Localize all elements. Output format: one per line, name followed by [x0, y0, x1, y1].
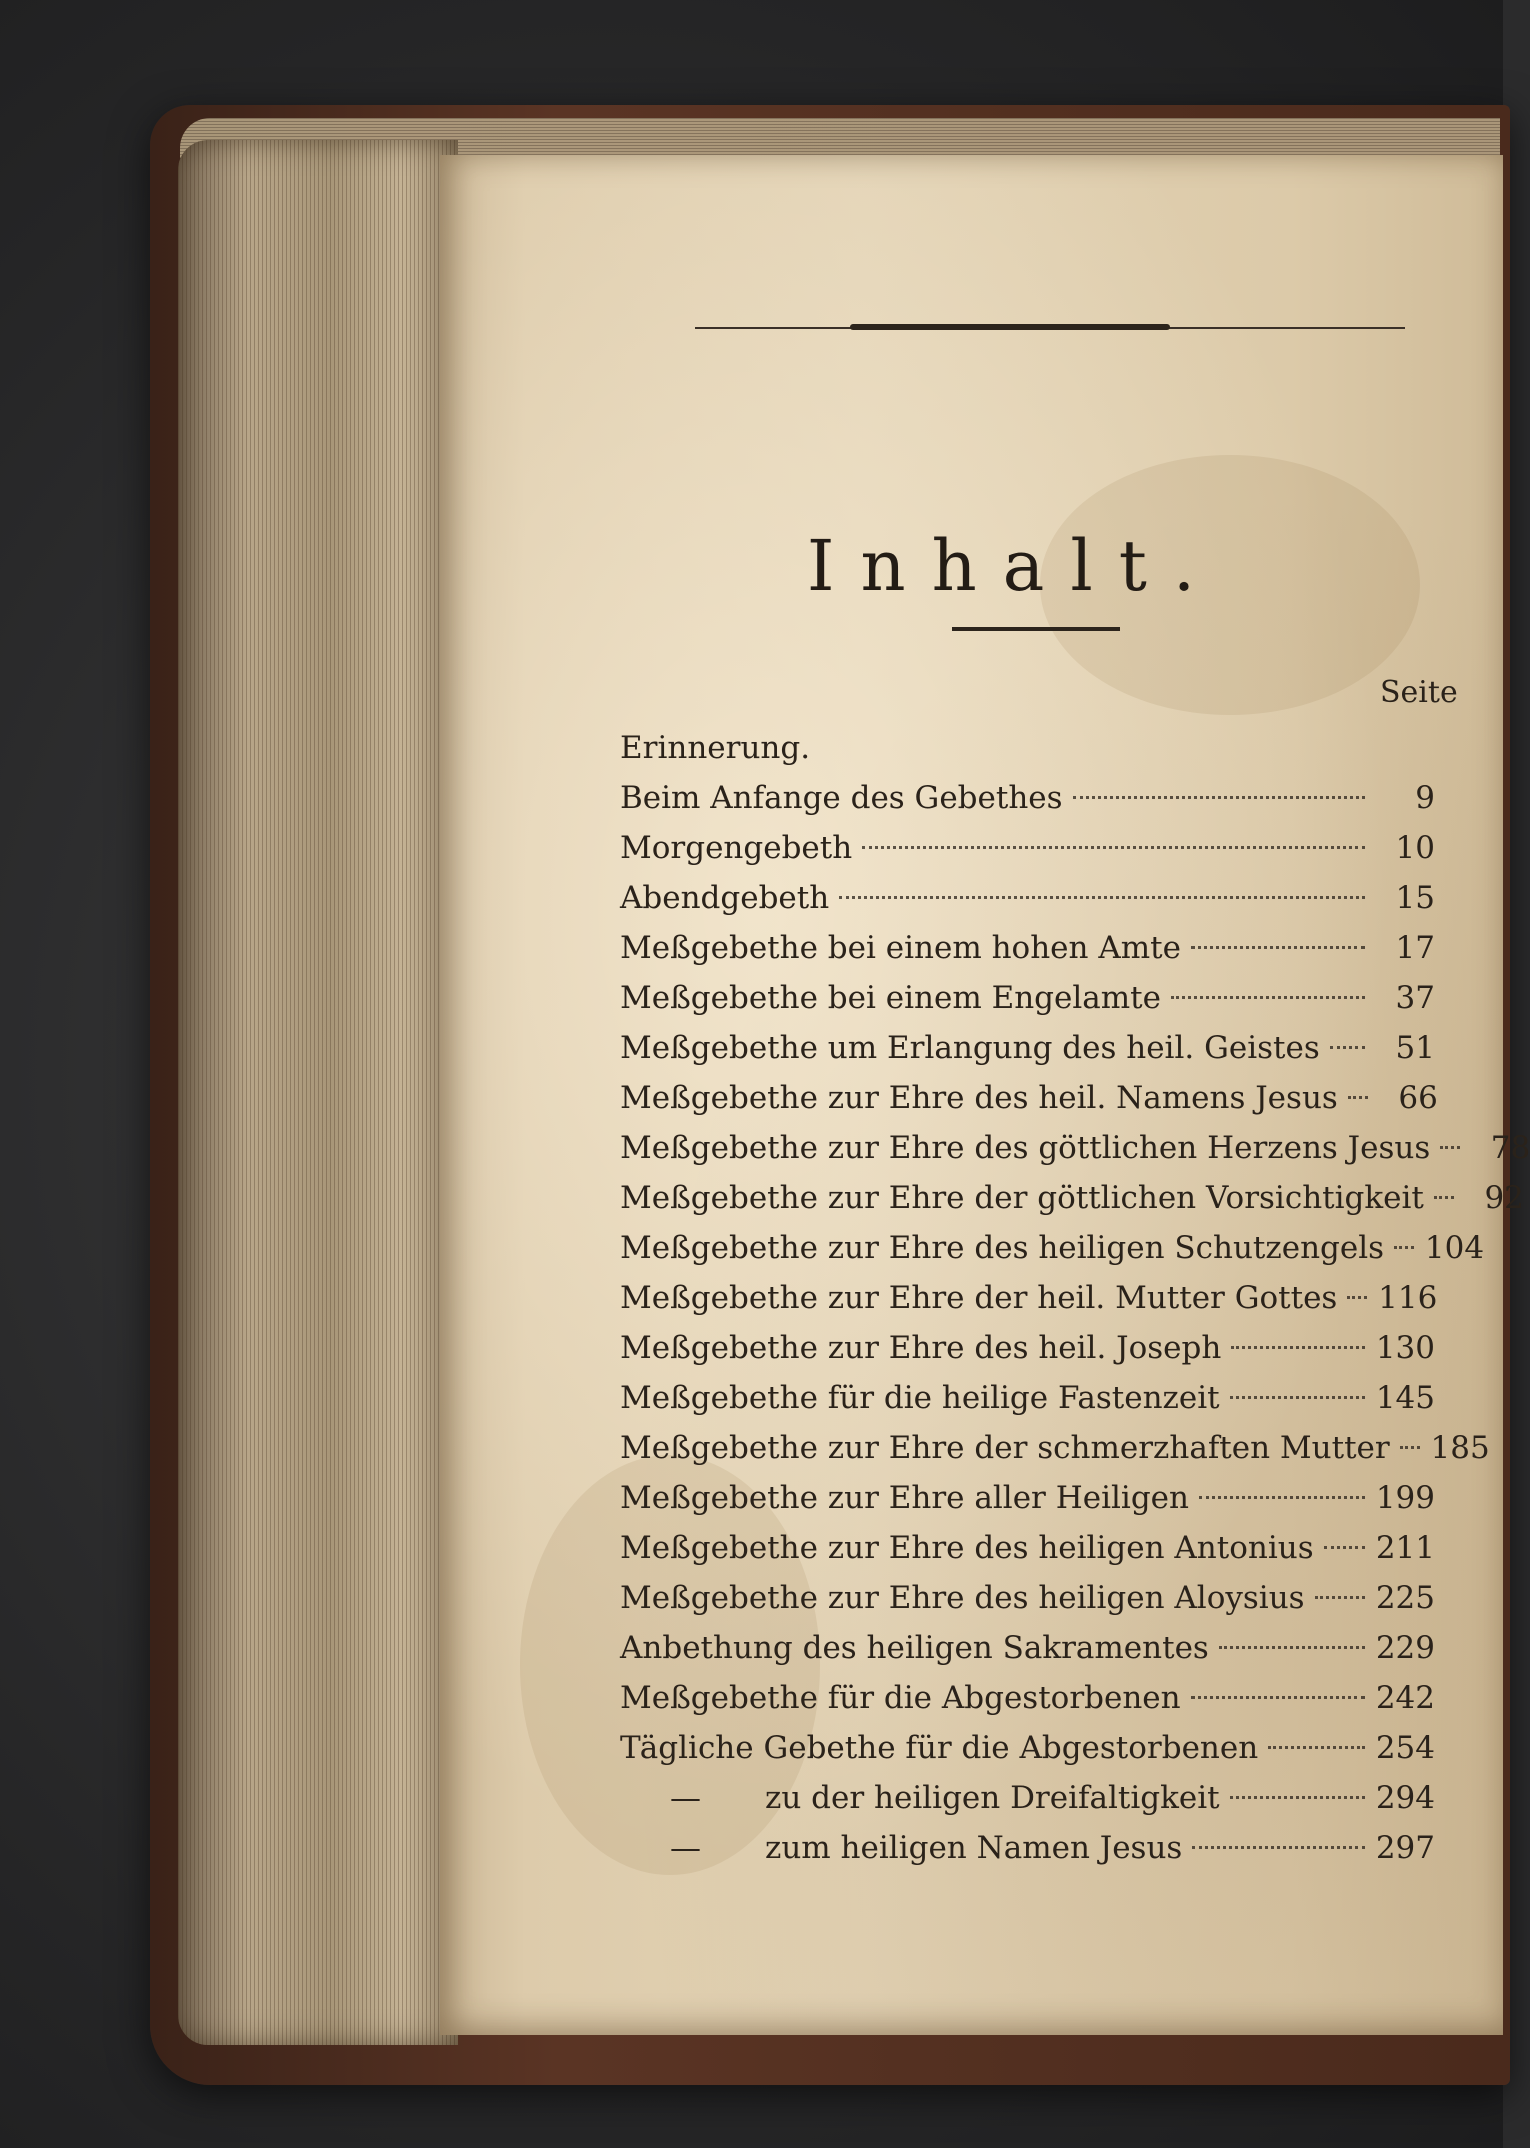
- toc-entry: [620, 873, 1435, 923]
- toc-entry-label: Meßgebethe zur Ehre der heil. Mutter Gottes: [620, 1280, 1338, 1316]
- title-rule: [952, 627, 1120, 631]
- toc-entry: [620, 1623, 1435, 1673]
- toc-entry-label: zum heiligen Namen Jesus: [765, 1830, 1183, 1866]
- toc-entry-leader: [1347, 1296, 1367, 1299]
- toc-entry-label: Meßgebethe zur Ehre des heiligen Aloysius: [620, 1580, 1305, 1616]
- toc-entry-label: Morgengebeth: [620, 830, 853, 866]
- toc-entry-leader: [1440, 1146, 1460, 1149]
- toc-entry-leader: [1268, 1746, 1365, 1749]
- toc-entry-leader: [862, 846, 1365, 849]
- toc-entry: [620, 923, 1435, 973]
- toc-entry: [620, 1023, 1435, 1073]
- toc-entry: [620, 1773, 1435, 1823]
- toc-entry-dash: —: [670, 1830, 701, 1866]
- toc-entry-leader: [1230, 1796, 1365, 1799]
- toc-entry-label: Meßgebethe bei einem Engelamte: [620, 980, 1161, 1016]
- toc-entry-page: 37: [1395, 980, 1435, 1016]
- toc-entry: [620, 973, 1435, 1023]
- toc-entry-label: Anbethung des heiligen Sakramentes: [620, 1630, 1209, 1666]
- toc-entry: [620, 1073, 1438, 1123]
- table-of-contents: [620, 723, 1530, 1873]
- toc-entry-leader: [1434, 1196, 1454, 1199]
- toc-entry-page: 199: [1375, 1480, 1435, 1516]
- toc-entry: [620, 1723, 1435, 1773]
- toc-entry-label: Meßgebethe zur Ehre des heiligen Schutzengels: [620, 1230, 1385, 1266]
- toc-entry: [620, 1573, 1435, 1623]
- toc-entry-page: 145: [1375, 1380, 1435, 1416]
- toc-entry-page: 211: [1375, 1530, 1435, 1566]
- toc-entry-page: 10: [1395, 830, 1435, 866]
- toc-entry-leader: [1400, 1446, 1420, 1449]
- toc-entry-leader: [1199, 1496, 1365, 1499]
- toc-entry-page: 9: [1415, 780, 1435, 816]
- toc-entry-label: Meßgebethe zur Ehre des göttlichen Herzens Jesus: [620, 1130, 1431, 1166]
- toc-entry-page: 92: [1484, 1180, 1524, 1216]
- toc-entry-leader: [1192, 1846, 1365, 1849]
- toc-entry-leader: [1315, 1596, 1365, 1599]
- toc-entry-page: 229: [1375, 1630, 1435, 1666]
- header-rule-ornament: [850, 324, 1170, 330]
- page-edges: [178, 140, 458, 2045]
- toc-entry: [620, 1473, 1435, 1523]
- toc-entry-leader: [1348, 1096, 1368, 1099]
- toc-entry: [620, 1673, 1435, 1723]
- toc-entry-page: 254: [1375, 1730, 1435, 1766]
- toc-entry-page: 225: [1375, 1580, 1435, 1616]
- toc-entry-page: 116: [1378, 1280, 1438, 1316]
- toc-entry-label: Meßgebethe zur Ehre der schmerzhaften Mutter: [620, 1430, 1390, 1466]
- toc-entry-label: Meßgebethe zur Ehre des heil. Namens Jesus: [620, 1080, 1338, 1116]
- toc-entry-leader: [1394, 1246, 1414, 1249]
- book-page: [440, 155, 1530, 2035]
- toc-entry-leader: [1324, 1546, 1365, 1549]
- toc-entry-leader: [1330, 1046, 1365, 1049]
- toc-entry: [620, 823, 1435, 873]
- toc-entry-leader: [1231, 1346, 1365, 1349]
- toc-entry-leader: [1230, 1396, 1365, 1399]
- toc-entry: [620, 723, 1435, 773]
- toc-entry-page: 130: [1375, 1330, 1435, 1366]
- toc-entry-page: 51: [1395, 1030, 1435, 1066]
- toc-entry-dash: —: [670, 1780, 701, 1816]
- toc-entry-leader: [1171, 996, 1365, 999]
- toc-entry-leader: [1191, 1696, 1365, 1699]
- toc-entry-label: Meßgebethe zur Ehre des heiligen Antonius: [620, 1530, 1314, 1566]
- toc-entry: [620, 1423, 1490, 1473]
- toc-entry-page: 185: [1430, 1430, 1490, 1466]
- toc-entry-leader: [839, 896, 1365, 899]
- toc-entry: [620, 1223, 1485, 1273]
- column-header-seite: Seite: [1380, 675, 1458, 710]
- toc-entry: [620, 1373, 1435, 1423]
- toc-entry-label: Meßgebethe zur Ehre der göttlichen Vorsichtigkeit: [620, 1180, 1424, 1216]
- toc-entry-label: Abendgebeth: [620, 880, 830, 916]
- toc-entry-page: 78: [1490, 1130, 1530, 1166]
- toc-entry-label: Erinnerung.: [620, 730, 811, 766]
- toc-entry-page: 294: [1375, 1780, 1435, 1816]
- toc-entry-page: 17: [1395, 930, 1435, 966]
- toc-entry: [620, 1523, 1435, 1573]
- toc-entry-label: Meßgebethe um Erlangung des heil. Geistes: [620, 1030, 1320, 1066]
- toc-entry-label: Meßgebethe zur Ehre aller Heiligen: [620, 1480, 1189, 1516]
- toc-entry-page: 66: [1398, 1080, 1438, 1116]
- toc-entry-page: 297: [1375, 1830, 1435, 1866]
- toc-entry-label: Meßgebethe für die Abgestorbenen: [620, 1680, 1181, 1716]
- page-title: Inhalt.: [806, 525, 1222, 607]
- toc-entry-leader: [1073, 796, 1365, 799]
- toc-entry-label: Meßgebethe für die heilige Fastenzeit: [620, 1380, 1220, 1416]
- toc-entry-page: 15: [1395, 880, 1435, 916]
- toc-entry-leader: [1219, 1646, 1365, 1649]
- toc-entry-page: 104: [1424, 1230, 1485, 1266]
- toc-entry: [620, 1273, 1438, 1323]
- toc-entry: [620, 773, 1435, 823]
- toc-entry-label: Beim Anfange des Gebethes: [620, 780, 1063, 816]
- toc-entry: [620, 1823, 1435, 1873]
- toc-entry-page: 242: [1375, 1680, 1435, 1716]
- toc-entry-label: zu der heiligen Dreifaltigkeit: [765, 1780, 1220, 1816]
- toc-entry: [620, 1323, 1435, 1373]
- toc-entry: [620, 1173, 1524, 1223]
- toc-entry-label: Meßgebethe zur Ehre des heil. Joseph: [620, 1330, 1222, 1366]
- toc-entry-label: Tägliche Gebethe für die Abgestorbenen: [620, 1730, 1259, 1766]
- toc-entry-leader: [1191, 946, 1365, 949]
- toc-entry: [620, 1123, 1530, 1173]
- toc-entry-label: Meßgebethe bei einem hohen Amte: [620, 930, 1181, 966]
